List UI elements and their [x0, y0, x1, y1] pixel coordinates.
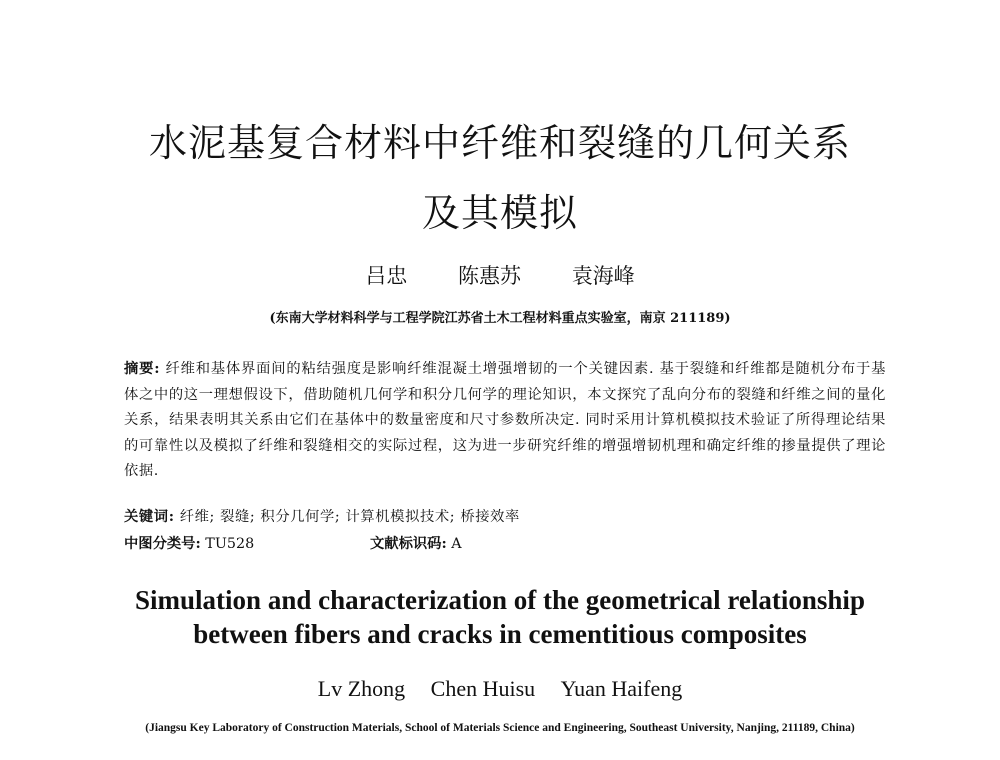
- english-author: Chen Huisu: [430, 676, 536, 701]
- document-code-label: 文献标识码:: [370, 536, 447, 552]
- chinese-title-line-2: 及其模拟: [421, 191, 578, 235]
- english-affiliation: (Jiangsu Key Laboratory of Construction Materials, School of Materials Science and Engineering, Southeast University, Nanjing, 211189, China): [145, 722, 855, 734]
- chinese-affiliation: (东南大学材料科学与工程学院江苏省土木工程材料重点实验室，南京 211189): [269, 311, 731, 326]
- english-author: Yuan Haifeng: [560, 676, 683, 701]
- abstract-text: 纤维和基体界面间的粘结强度是影响纤维混凝土增强增韧的一个关键因素. 基于裂缝和纤维都是随机分布于基体之中的这一理想假设下，借助随机几何学和积分几何学的理论知识，本文探究了乱向分布的裂缝和纤维之间的量化关系，结果表明其关系由它们在基体中的数量密度和尺寸参数所决定. 同时采用计算机模拟技术验证了所得理论结果的可靠性以及模拟了纤维和裂缝相交的实际过程，这为进一步研究纤维的增强增韧机理和确定纤维的掺量提供了理论依据.: [124, 361, 886, 479]
- chinese-author: 陈惠苏: [458, 264, 521, 288]
- english-authors: [0, 676, 1000, 702]
- english-author: Lv Zhong: [317, 676, 406, 701]
- english-title-line-2: between fibers and cracks in cementitious composites: [193, 619, 807, 649]
- chinese-abstract: [124, 357, 886, 485]
- chinese-authors: [0, 260, 1000, 290]
- document-code-field: [370, 533, 462, 553]
- document-code-value: A: [446, 536, 462, 552]
- clc-label: 中图分类号:: [124, 536, 201, 552]
- clc-field: [124, 536, 254, 552]
- abstract-label: 摘要:: [124, 361, 161, 377]
- chinese-keywords: [124, 506, 886, 526]
- clc-value: TU528: [200, 536, 255, 552]
- chinese-title-line-1: 水泥基复合材料中纤维和裂缝的几何关系: [148, 121, 851, 165]
- keywords-text: 纤维; 裂缝; 积分几何学; 计算机模拟技术; 桥接效率: [174, 509, 520, 525]
- english-title-line-1: Simulation and characterization of the geometrical relationship: [135, 585, 865, 615]
- keywords-label: 关键词:: [124, 509, 175, 525]
- chinese-author: 袁海峰: [571, 264, 635, 288]
- chinese-author: 吕忠: [365, 264, 408, 288]
- classification-line: [124, 533, 886, 553]
